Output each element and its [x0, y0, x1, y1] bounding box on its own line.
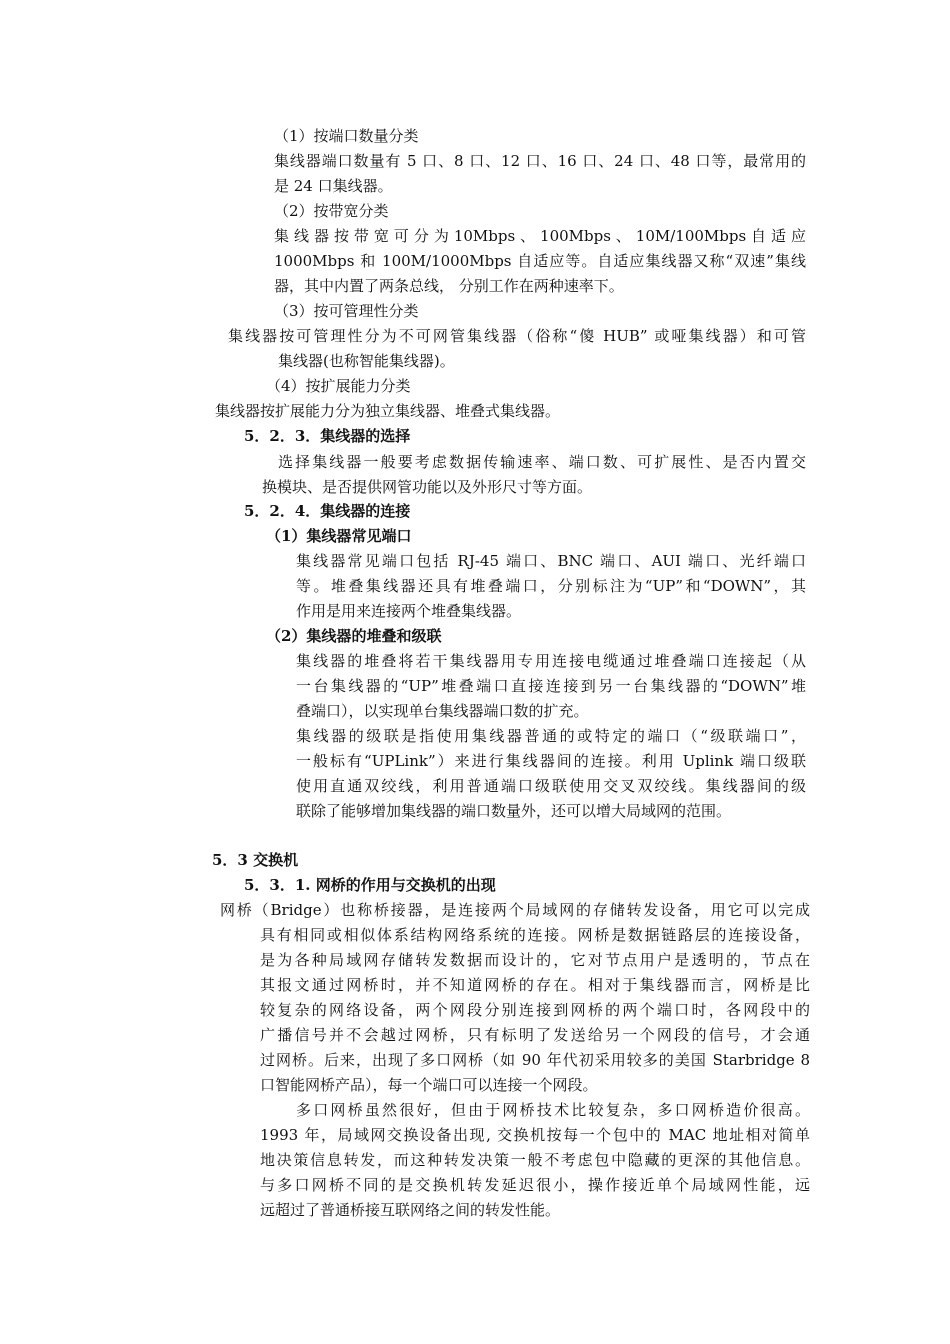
paragraph-line: 一般标有“UPLink”）来进行集线器间的连接。利用 Uplink 端口级联: [296, 752, 806, 770]
paragraph-line: 与多口网桥不同的是交换机转发延迟很小，操作接近单个局域网性能，远: [260, 1176, 810, 1194]
paragraph-line: 1000Mbps 和 100M/1000Mbps 自适应等。自适应集线器又称“双速”集线: [274, 252, 806, 270]
paragraph-line: 换模块、是否提供网管功能以及外形尺寸等方面。: [262, 478, 593, 496]
paragraph-line: 其报文通过网桥时，并不知道网桥的存在。相对于集线器而言，网桥是比: [260, 976, 810, 994]
paragraph-line: 具有相同或相似体系结构网络系统的连接。网桥是数据链路层的连接设备，: [260, 926, 810, 944]
heading-by-bandwidth: （2）按带宽分类: [274, 202, 389, 220]
paragraph-line: 作用是用来连接两个堆叠集线器。: [296, 602, 522, 620]
paragraph-line: 集线器按扩展能力分为独立集线器、堆叠式集线器。: [215, 402, 561, 420]
paragraph-line: 器，其中内置了两条总线， 分别工作在两种速率下。: [274, 277, 624, 295]
paragraph-line: 1993 年，局域网交换设备出现, 交换机按每一个包中的 MAC 地址相对简单: [260, 1126, 810, 1144]
section-heading-5-2-3: 5．2．3．集线器的选择: [244, 427, 411, 445]
paragraph-line: 集线器(也称智能集线器)。: [278, 352, 455, 370]
subheading-common-ports: （1）集线器常见端口: [266, 527, 412, 545]
paragraph-line: 过网桥。后来，出现了多口网桥（如 90 年代初采用较多的美国 Starbridge 8: [260, 1051, 810, 1069]
subheading-stacking-cascading: （2）集线器的堆叠和级联: [266, 627, 442, 645]
paragraph-line: 集线器端口数量有 5 口、8 口、12 口、16 口、24 口、48 口等，最常用的: [274, 152, 806, 170]
paragraph-line: 一台集线器的“UP”堆叠端口直接连接到另一台集线器的“DOWN”堆: [296, 677, 806, 695]
paragraph-line: 是 24 口集线器。: [274, 177, 393, 195]
paragraph-line: 是为各种局域网存储转发数据而设计的，它对节点用户是透明的，节点在: [260, 951, 810, 969]
paragraph-line: 集线器的堆叠将若干集线器用专用连接电缆通过堆叠端口连接起（从: [296, 652, 806, 670]
paragraph-line: 地决策信息转发，而这种转发决策一般不考虑包中隐藏的更深的其他信息。: [260, 1151, 810, 1169]
paragraph-line: 网桥（Bridge）也称桥接器，是连接两个局域网的存储转发设备，用它可以完成: [220, 901, 810, 919]
paragraph-line: 远超过了普通桥接互联网络之间的转发性能。: [260, 1201, 561, 1219]
paragraph-line: 口智能网桥产品），每一个端口可以连接一个网段。: [260, 1076, 598, 1094]
paragraph-line: 等。堆叠集线器还具有堆叠端口，分别标注为“UP”和“DOWN”，其: [296, 577, 806, 595]
paragraph-line: 集线器常见端口包括 RJ-45 端口、BNC 端口、AUI 端口、光纤端口: [296, 552, 806, 570]
paragraph-line: 集线器的级联是指使用集线器普通的或特定的端口（“级联端口”，: [296, 727, 806, 745]
paragraph-line: 叠端口），以实现单台集线器端口数的扩充。: [296, 702, 589, 720]
heading-by-expandability: （4）按扩展能力分类: [266, 377, 411, 395]
section-heading-5-3-1: 5．3．1. 网桥的作用与交换机的出现: [244, 876, 496, 894]
section-heading-5-2-4: 5．2．4．集线器的连接: [244, 502, 411, 520]
paragraph-line: 多口网桥虽然很好，但由于网桥技术比较复杂，多口网桥造价很高。: [296, 1101, 810, 1119]
paragraph-line: 集线器按可管理性分为不可网管集线器（俗称“傻 HUB” 或哑集线器）和可管: [228, 327, 806, 345]
paragraph-line: 集 线 器 按 带 宽 可 分 为 10Mbps 、 100Mbps 、 10M/100Mbps 自 适 应: [274, 227, 806, 245]
heading-by-port-count: （1）按端口数量分类: [274, 127, 419, 145]
paragraph-line: 联除了能够增加集线器的端口数量外，还可以增大局域网的范围。: [296, 802, 732, 820]
section-heading-5-3: 5．3 交换机: [212, 851, 299, 869]
heading-by-manageability: （3）按可管理性分类: [274, 302, 419, 320]
paragraph-line: 使用直通双绞线，利用普通端口级联使用交叉双绞线。集线器间的级: [296, 777, 806, 795]
paragraph-line: 选择集线器一般要考虑数据传输速率、端口数、可扩展性、是否内置交: [278, 453, 806, 471]
paragraph-line: 广播信号并不会越过网桥，只有标明了发送给另一个网段的信号，才会通: [260, 1026, 810, 1044]
paragraph-line: 较复杂的网络设备，两个网段分别连接到网桥的两个端口时，各网段中的: [260, 1001, 810, 1019]
